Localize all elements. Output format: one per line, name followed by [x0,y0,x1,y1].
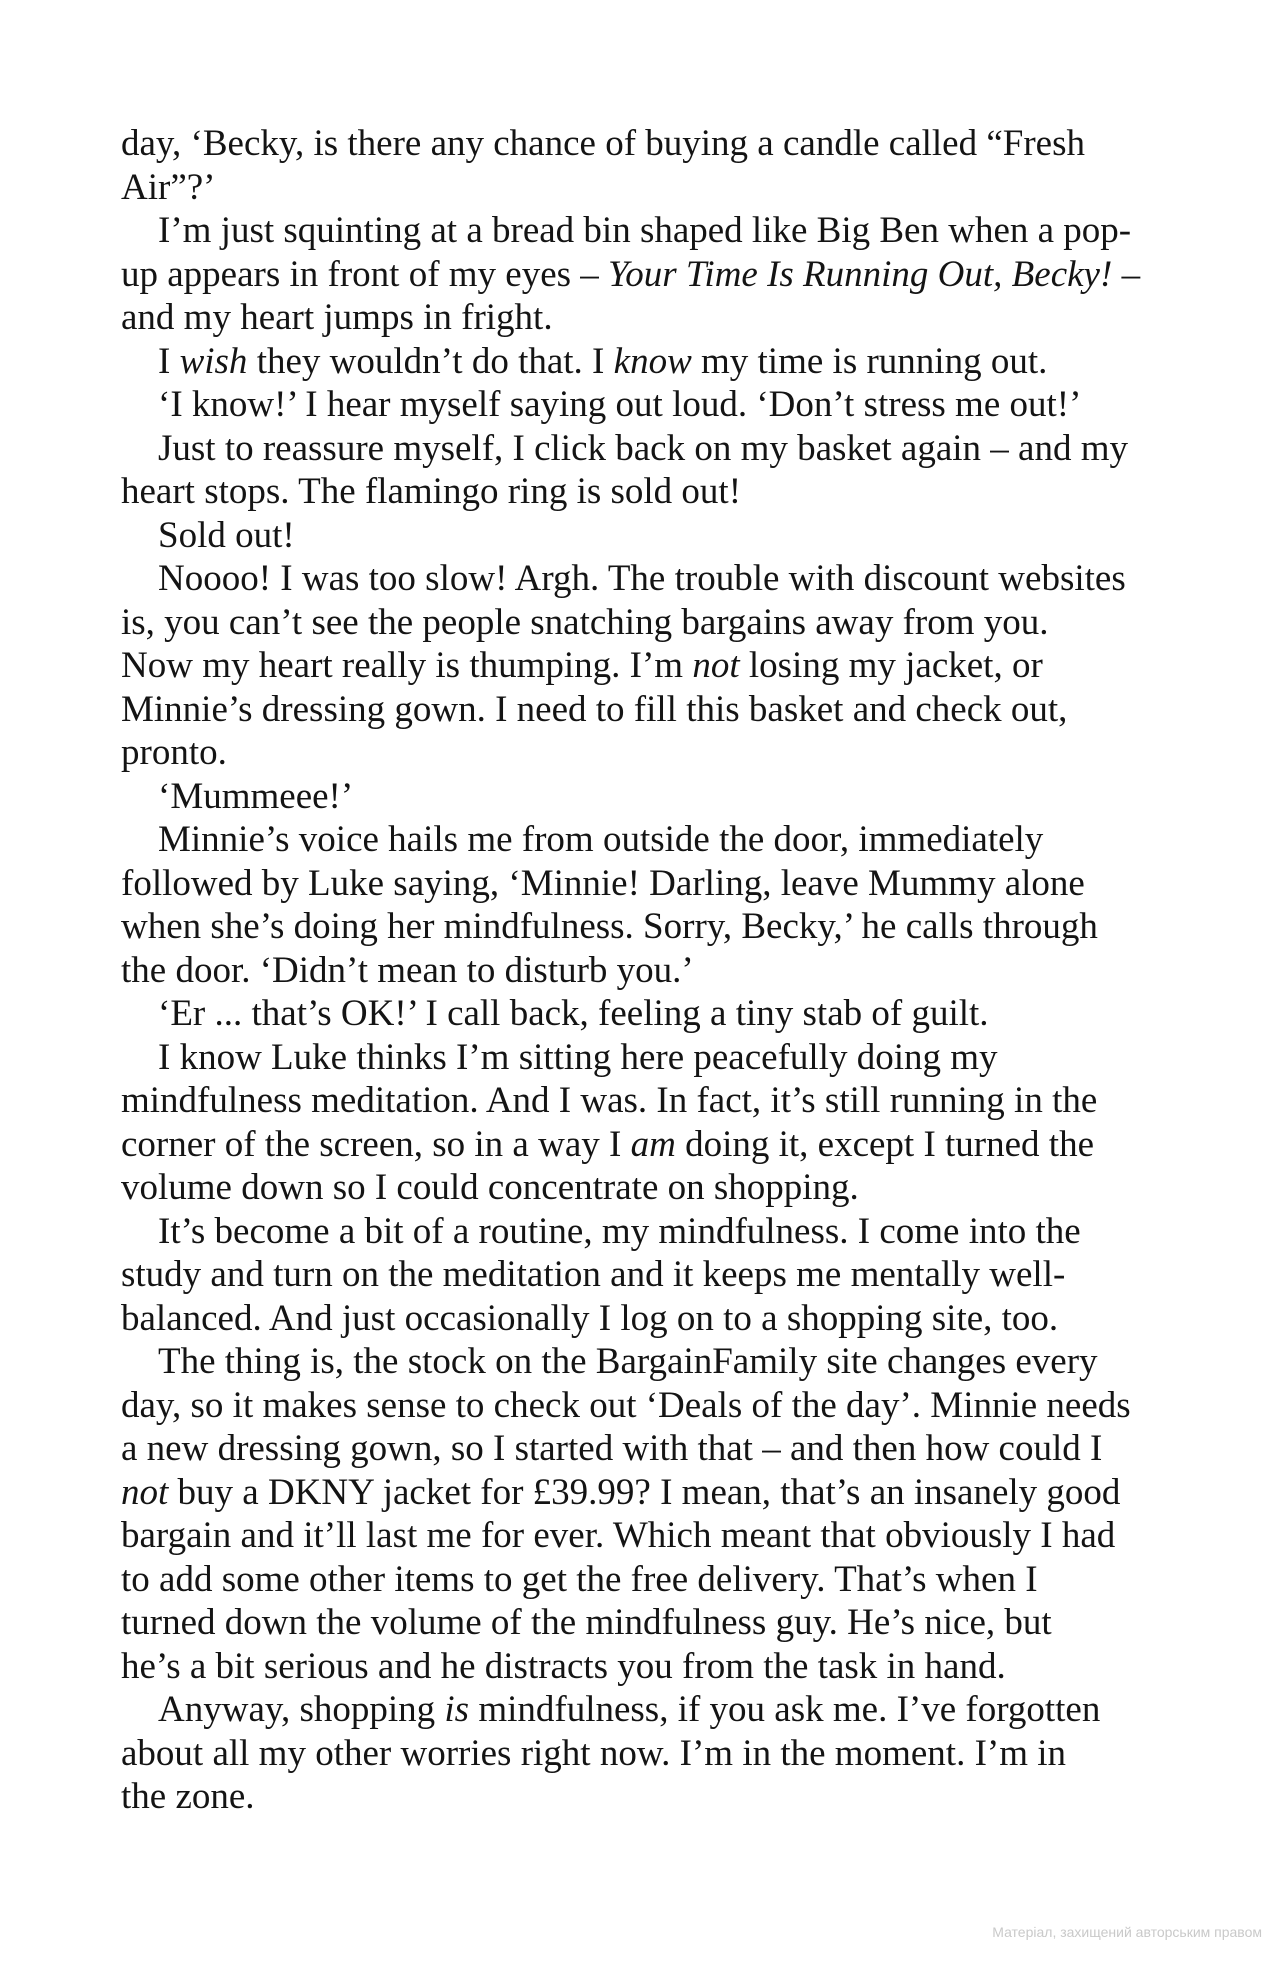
text-run: day, ‘Becky, is there any chance of buying a candle called “Fresh [121,123,1085,164]
text-run: the zone. [121,1776,255,1817]
text-line [121,1514,1181,1558]
text-line [121,1471,1181,1515]
text-run: my time is running out. [691,340,1048,382]
text-run: when she’s doing her mindfulness. Sorry, Becky,’ he calls through [121,906,1098,947]
text-run: turned down the volume of the mindfulness guy. He’s nice, but [121,1602,1052,1643]
text-line [121,1036,1181,1080]
text-run: buy a DKNY jacket for £39.99? I mean, that’s an insanely good [168,1471,1121,1513]
text-line [121,1166,1181,1210]
text-run: Just to reassure myself, I click back on my basket again – and my [158,427,1128,469]
text-run: followed by Luke saying, ‘Minnie! Darling, leave Mummy alone [121,862,1085,904]
text-run: the door. ‘Didn’t mean to disturb you.’ [121,949,694,991]
body-text [121,122,1181,1819]
text-line [121,122,1181,166]
text-run: and my heart jumps in fright. [121,297,553,338]
text-line [121,470,1181,514]
text-line [121,1558,1181,1602]
text-run: I’m just squinting at a bread bin shaped like Big Ben when a pop- [158,210,1132,251]
text-line [121,166,1181,210]
text-line [121,731,1181,775]
text-run: pronto. [121,732,227,773]
text-line [121,209,1181,253]
text-line [121,383,1181,427]
text-run: ‘Mummeee!’ [158,775,354,817]
text-line [121,1079,1181,1123]
text-line [121,1253,1181,1297]
text-line [121,296,1181,340]
text-line [121,514,1181,558]
paragraph [121,1688,1181,1819]
italic-text: wish [179,340,248,382]
text-line [121,1427,1181,1471]
text-run: mindfulness meditation. And I was. In fact, it’s still running in the [121,1080,1098,1121]
italic-text: am [630,1123,676,1165]
text-line [121,1601,1181,1645]
paragraph [121,383,1181,427]
text-run: balanced. And just occasionally I log on to a shopping site, too. [121,1297,1059,1339]
text-line [121,862,1181,906]
text-line [121,1732,1181,1776]
paragraph [121,1210,1181,1341]
text-run: Minnie’s dressing gown. I need to fill this basket and check out, [121,688,1068,730]
paragraph [121,514,1181,558]
text-run: I know Luke thinks I’m sitting here peacefully doing my [158,1036,998,1078]
text-run: about all my other worries right now. I’m in the moment. I’m in [121,1732,1067,1774]
text-line [121,1123,1181,1167]
text-run: volume down so I could concentrate on shopping. [121,1167,859,1208]
paragraph [121,818,1181,992]
paragraph [121,1036,1181,1210]
text-run: bargain and it’ll last me for ever. Which meant that obviously I had [121,1515,1116,1556]
text-line [121,340,1181,384]
text-run: to add some other items to get the free delivery. That’s when I [121,1558,1038,1600]
italic-text: Your Time Is Running Out, Becky! [608,253,1113,295]
text-run: ‘Er ... that’s OK!’ I call back, feeling a tiny stab of guilt. [158,993,989,1034]
text-line [121,775,1181,819]
text-line [121,992,1181,1036]
text-run: is, you can’t see the people snatching bargains away from you. [121,601,1049,643]
text-line [121,1775,1181,1819]
paragraph [121,427,1181,514]
text-run: a new dressing gown, so I started with that – and then how could I [121,1428,1103,1469]
copyright-watermark: Матеріал, захищений авторським правом [992,1924,1262,1940]
text-run: ‘I know!’ I hear myself saying out loud. ‘Don’t stress me out!’ [158,384,1082,425]
text-line [121,557,1181,601]
text-line [121,601,1181,645]
text-line [121,688,1181,732]
paragraph [121,209,1181,340]
text-line [121,1688,1181,1732]
text-line [121,1340,1181,1384]
italic-text: not [121,1471,169,1513]
text-line [121,1645,1181,1689]
text-run: day, so it makes sense to check out ‘Deals of the day’. Minnie needs [121,1384,1131,1426]
paragraph [121,992,1181,1036]
text-run: I [158,340,180,382]
text-line [121,253,1181,297]
text-run: It’s become a bit of a routine, my mindfulness. I come into the [158,1210,1081,1252]
paragraph [121,340,1181,384]
text-run: mindfulness, if you ask me. I’ve forgotten [469,1689,1101,1730]
text-run: doing it, except I turned the [675,1123,1094,1165]
text-line [121,818,1181,862]
paragraph [121,1340,1181,1688]
text-run: Minnie’s voice hails me from outside the door, immediately [158,819,1044,860]
text-run: Anyway, shopping [158,1689,445,1730]
text-line [121,644,1181,688]
text-run: up appears in front of my eyes – [121,253,609,295]
italic-text: is [444,1689,470,1730]
text-line [121,1297,1181,1341]
text-run: he’s a bit serious and he distracts you from the task in hand. [121,1645,1006,1687]
paragraph [121,122,1181,209]
text-line [121,905,1181,949]
text-run: – [1112,253,1141,295]
paragraph [121,775,1181,819]
text-run: they wouldn’t do that. I [247,340,614,382]
text-run: corner of the screen, so in a way I [121,1123,631,1165]
text-line [121,427,1181,471]
text-line [121,1210,1181,1254]
text-run: heart stops. The flamingo ring is sold out! [121,471,742,512]
text-line [121,1384,1181,1428]
text-run: Sold out! [158,514,295,556]
text-run: The thing is, the stock on the BargainFamily site changes every [158,1341,1098,1382]
paragraph [121,557,1181,775]
text-line [121,949,1181,993]
text-run: Noooo! I was too slow! Argh. The trouble with discount websites [158,558,1126,599]
text-run: losing my jacket, or [739,645,1043,686]
text-run: Now my heart really is thumping. I’m [121,645,693,686]
italic-text: not [692,645,740,686]
text-run: Air”?’ [121,166,216,208]
text-run: study and turn on the meditation and it keeps me mentally well- [121,1254,1066,1295]
italic-text: know [613,340,692,382]
